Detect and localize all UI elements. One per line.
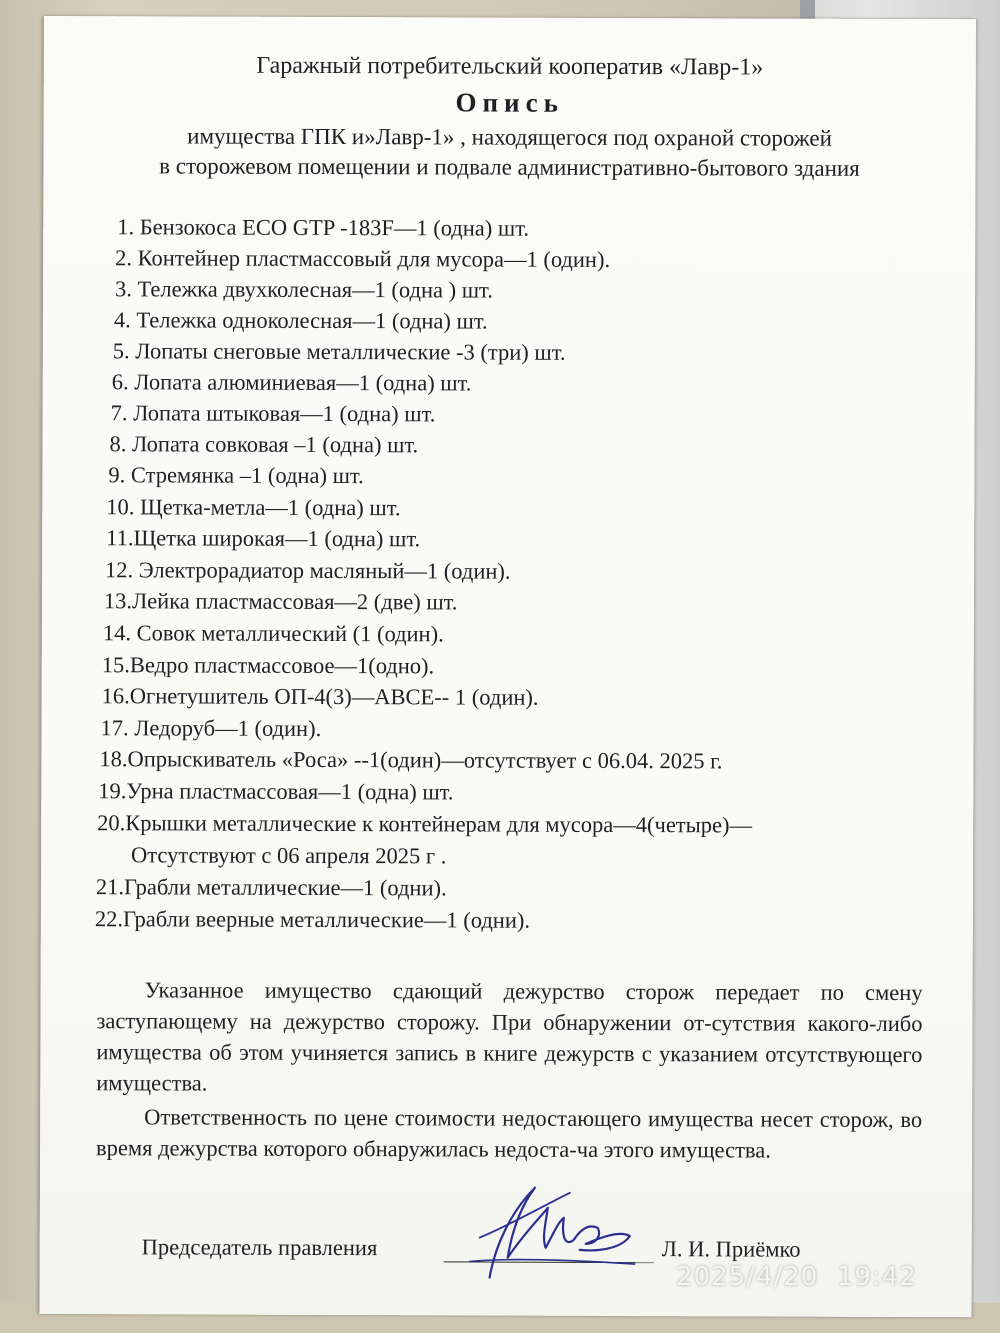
list-item: 19.Урна пластмассовая—1 (одна) шт. bbox=[98, 778, 454, 805]
list-item: 22.Грабли веерные металлические—1 (одни). bbox=[94, 906, 531, 933]
list-item: 15.Ведро пластмассовое—1(одно). bbox=[101, 652, 435, 679]
list-item: 13.Лейка пластмассовая—2 (две) шт. bbox=[103, 588, 458, 615]
list-item: 16.Огнетушитель ОП-4(3)—АВСЕ-- 1 (один). bbox=[101, 683, 539, 710]
list-item: 20.Крышки металлические к контейнерам для мусора—4(четыре)— bbox=[97, 810, 753, 838]
list-item: 14. Совок металлический (1 (один). bbox=[102, 620, 444, 647]
list-item: 6. Лопата алюминиевая—1 (одна) шт. bbox=[111, 369, 472, 396]
photo-timestamp: 2025/4/20 19:42 bbox=[676, 1262, 917, 1292]
document-subtitle-line-2: в сторожевом помещении и подвале административно-бытового здания bbox=[159, 153, 860, 181]
list-item: 10. Щетка-метла—1 (одна) шт. bbox=[106, 494, 401, 521]
list-item: 3. Тележка двухколесная—1 (одна ) шт. bbox=[115, 276, 493, 303]
transfer-paragraph: Указанное имущество сдающий дежурство сторож передает по смену заступающему на дежурство сторожу. При обнаружении от-сутствия какого-либо имущества об этом учиняется запись в книге дежурств с указанием отсутствующего имущества. bbox=[96, 977, 923, 1096]
handwritten-signature bbox=[450, 1177, 640, 1288]
organization-name: Гаражный потребительский кооператив «Лавр-1» bbox=[256, 52, 764, 81]
list-item-continuation: Отсутствуют с 06 апреля 2025 г . bbox=[131, 842, 447, 869]
signatory-name: Л. И. Приёмко bbox=[661, 1236, 801, 1262]
list-item: 7. Лопата штыковая—1 (одна) шт. bbox=[110, 400, 436, 427]
document-title: Опись bbox=[455, 87, 564, 118]
list-item: 21.Грабли металлические—1 (одни). bbox=[95, 874, 447, 901]
list-item: 11.Щетка широкая—1 (одна) шт. bbox=[106, 525, 421, 552]
list-item: 5. Лопаты снеговые металлические -3 (три) шт. bbox=[112, 338, 566, 365]
document-subtitle-line-1: имущества ГПК и»Лавр-1» , находящегося под охраной сторожей bbox=[187, 123, 832, 151]
list-item: 18.Опрыскиватель «Роса» --1(один)—отсутствует с 06.04. 2025 г. bbox=[99, 746, 723, 774]
list-item: 2. Контейнер пластмассовый для мусора—1 (один). bbox=[115, 245, 611, 272]
list-item: 17. Ледоруб—1 (один). bbox=[100, 715, 322, 741]
list-item: 12. Электрорадиатор масляный—1 (один). bbox=[105, 557, 511, 584]
list-item: 4. Тележка одноколесная—1 (одна) шт. bbox=[113, 307, 488, 334]
document-sheet bbox=[39, 16, 976, 1317]
responsibility-paragraph: Ответственность по цене стоимости недостающего имущества несет сторож, во время дежурства которого обнаружилась недоста-ча этого имущества. bbox=[96, 1104, 923, 1163]
list-item: 1. Бензокоса ECO GTP -183F—1 (одна) шт. bbox=[117, 214, 530, 241]
list-item: 8. Лопата совковая –1 (одна) шт. bbox=[109, 431, 419, 458]
signatory-role: Председатель правления bbox=[141, 1234, 378, 1261]
list-item: 9. Стремянка –1 (одна) шт. bbox=[108, 462, 364, 489]
